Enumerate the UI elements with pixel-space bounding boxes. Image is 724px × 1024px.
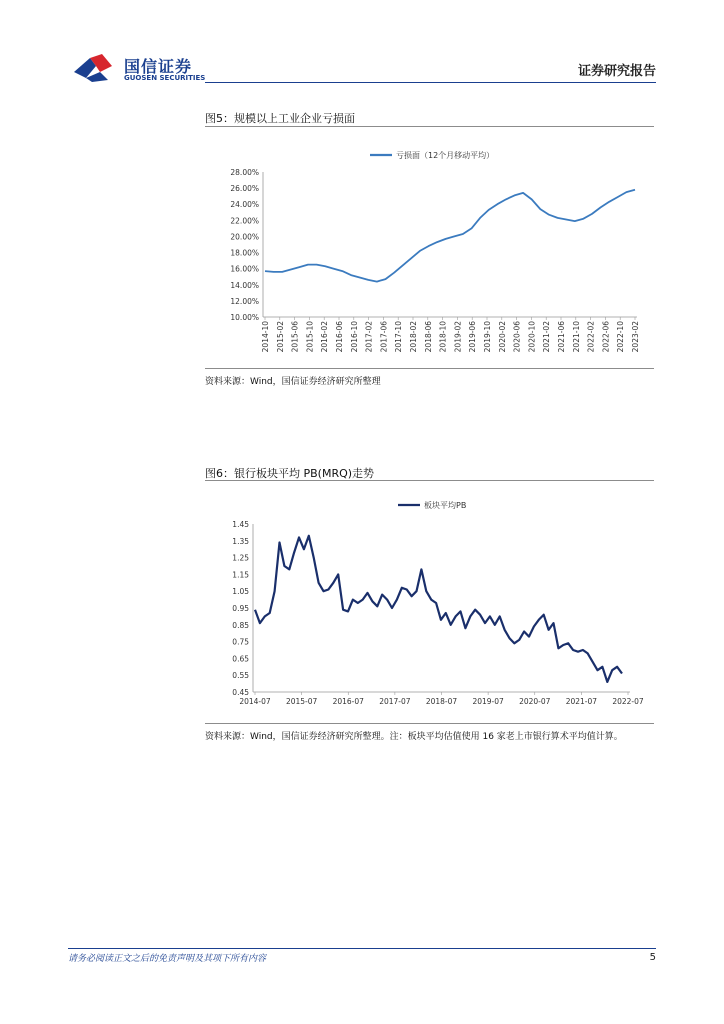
- x-tick-label: 2017-06: [379, 321, 389, 353]
- x-tick-label: 2017-10: [394, 321, 404, 353]
- y-tick-label: 22.00%: [230, 216, 259, 226]
- x-tick-label: 2015-02: [275, 321, 285, 353]
- footer-divider: [68, 948, 656, 949]
- x-tick-label: 2020-07: [519, 697, 551, 706]
- y-tick-label: 1.35: [232, 536, 249, 546]
- x-tick-label: 2018-10: [438, 321, 448, 353]
- figure5-title: 图5：规模以上工业企业亏损面: [205, 112, 355, 125]
- y-tick-label: 1.15: [232, 570, 249, 580]
- disclaimer-text: 请务必阅读正文之后的免责声明及其项下所有内容: [68, 954, 267, 964]
- series-line: [265, 190, 635, 282]
- figure5-source: 资料来源：Wind，国信证券经济研究所整理: [205, 377, 381, 387]
- y-tick-label: 16.00%: [230, 264, 259, 274]
- x-tick-label: 2022-06: [601, 321, 611, 353]
- company-logo: [72, 52, 206, 86]
- x-tick-label: 2022-10: [616, 321, 626, 353]
- logo-english-name: GUOSEN SECURITIES: [124, 74, 206, 82]
- x-tick-label: 2016-06: [335, 321, 344, 353]
- legend-label: 亏损面（12个月移动平均）: [396, 151, 495, 160]
- y-tick-label: 0.85: [232, 620, 249, 630]
- y-tick-label: 26.00%: [230, 184, 259, 194]
- figure5-top-rule: [205, 126, 654, 127]
- y-tick-label: 14.00%: [230, 280, 259, 290]
- x-tick-label: 2022-07: [612, 697, 644, 706]
- figure5-bottom-rule: [205, 368, 654, 369]
- figure6-title: 图6：银行板块平均 PB(MRQ)走势: [205, 467, 375, 480]
- x-tick-label: 2015-07: [285, 697, 318, 706]
- y-tick-label: 24.00%: [230, 200, 259, 210]
- figure6-top-rule: [205, 480, 654, 481]
- x-tick-label: 2017-02: [364, 321, 374, 353]
- legend-label: 板块平均PB: [424, 501, 467, 510]
- y-tick-label: 28.00%: [230, 168, 259, 177]
- x-tick-label: 2023-02: [631, 321, 640, 353]
- y-tick-label: 18.00%: [230, 248, 259, 258]
- x-tick-label: 2018-06: [423, 321, 433, 353]
- x-tick-label: 2015-06: [290, 321, 300, 353]
- x-tick-label: 2021-07: [565, 697, 598, 706]
- x-tick-label: 2018-07: [425, 697, 458, 706]
- figure6-source: 资料来源：Wind，国信证券经济研究所整理。注：板块平均估值使用 16 家老上市银行算术平均值计算。: [205, 732, 623, 742]
- x-tick-label: 2015-10: [305, 321, 315, 353]
- x-tick-label: 2021-10: [571, 321, 581, 353]
- x-tick-label: 2018-02: [409, 321, 418, 353]
- guosen-logo-icon: [72, 52, 118, 84]
- y-tick-label: 0.65: [232, 654, 249, 664]
- x-tick-label: 2017-07: [379, 697, 411, 706]
- y-tick-label: 20.00%: [230, 232, 259, 242]
- figure6-bottom-rule: [205, 723, 654, 724]
- x-tick-label: 2019-10: [483, 321, 492, 353]
- y-tick-label: 1.05: [232, 587, 249, 597]
- y-tick-label: 12.00%: [230, 296, 259, 306]
- series-line: [255, 536, 622, 682]
- report-type-label: 证券研究报告: [577, 64, 656, 79]
- y-tick-label: 1.45: [232, 520, 249, 529]
- x-tick-label: 2016-10: [349, 321, 359, 353]
- y-tick-label: 0.95: [232, 604, 249, 613]
- y-tick-label: 0.75: [232, 637, 249, 647]
- y-tick-label: 0.45: [232, 688, 249, 697]
- y-tick-label: 0.55: [232, 671, 249, 681]
- logo-chinese-name: 国信证券: [124, 57, 193, 76]
- x-tick-label: 2019-06: [468, 321, 478, 353]
- figure6-chart: [205, 492, 654, 722]
- x-tick-label: 2022-02: [586, 321, 596, 353]
- x-tick-label: 2014-07: [239, 697, 271, 706]
- x-tick-label: 2016-07: [332, 697, 364, 706]
- x-tick-label: 2021-02: [542, 321, 552, 353]
- x-tick-label: 2020-06: [512, 321, 522, 353]
- x-tick-label: 2019-07: [472, 697, 504, 706]
- y-tick-label: 1.25: [232, 553, 249, 563]
- page-number: 5: [649, 952, 656, 963]
- x-tick-label: 2020-10: [527, 321, 537, 353]
- figure5-chart: [205, 140, 654, 360]
- x-tick-label: 2021-06: [557, 321, 566, 353]
- x-tick-label: 2016-02: [320, 321, 330, 353]
- header-divider: [205, 82, 656, 83]
- x-tick-label: 2020-02: [497, 321, 507, 353]
- y-tick-label: 10.00%: [230, 313, 259, 322]
- page-header: [0, 0, 724, 90]
- x-tick-label: 2019-02: [453, 321, 463, 353]
- x-tick-label: 2014-10: [261, 321, 270, 353]
